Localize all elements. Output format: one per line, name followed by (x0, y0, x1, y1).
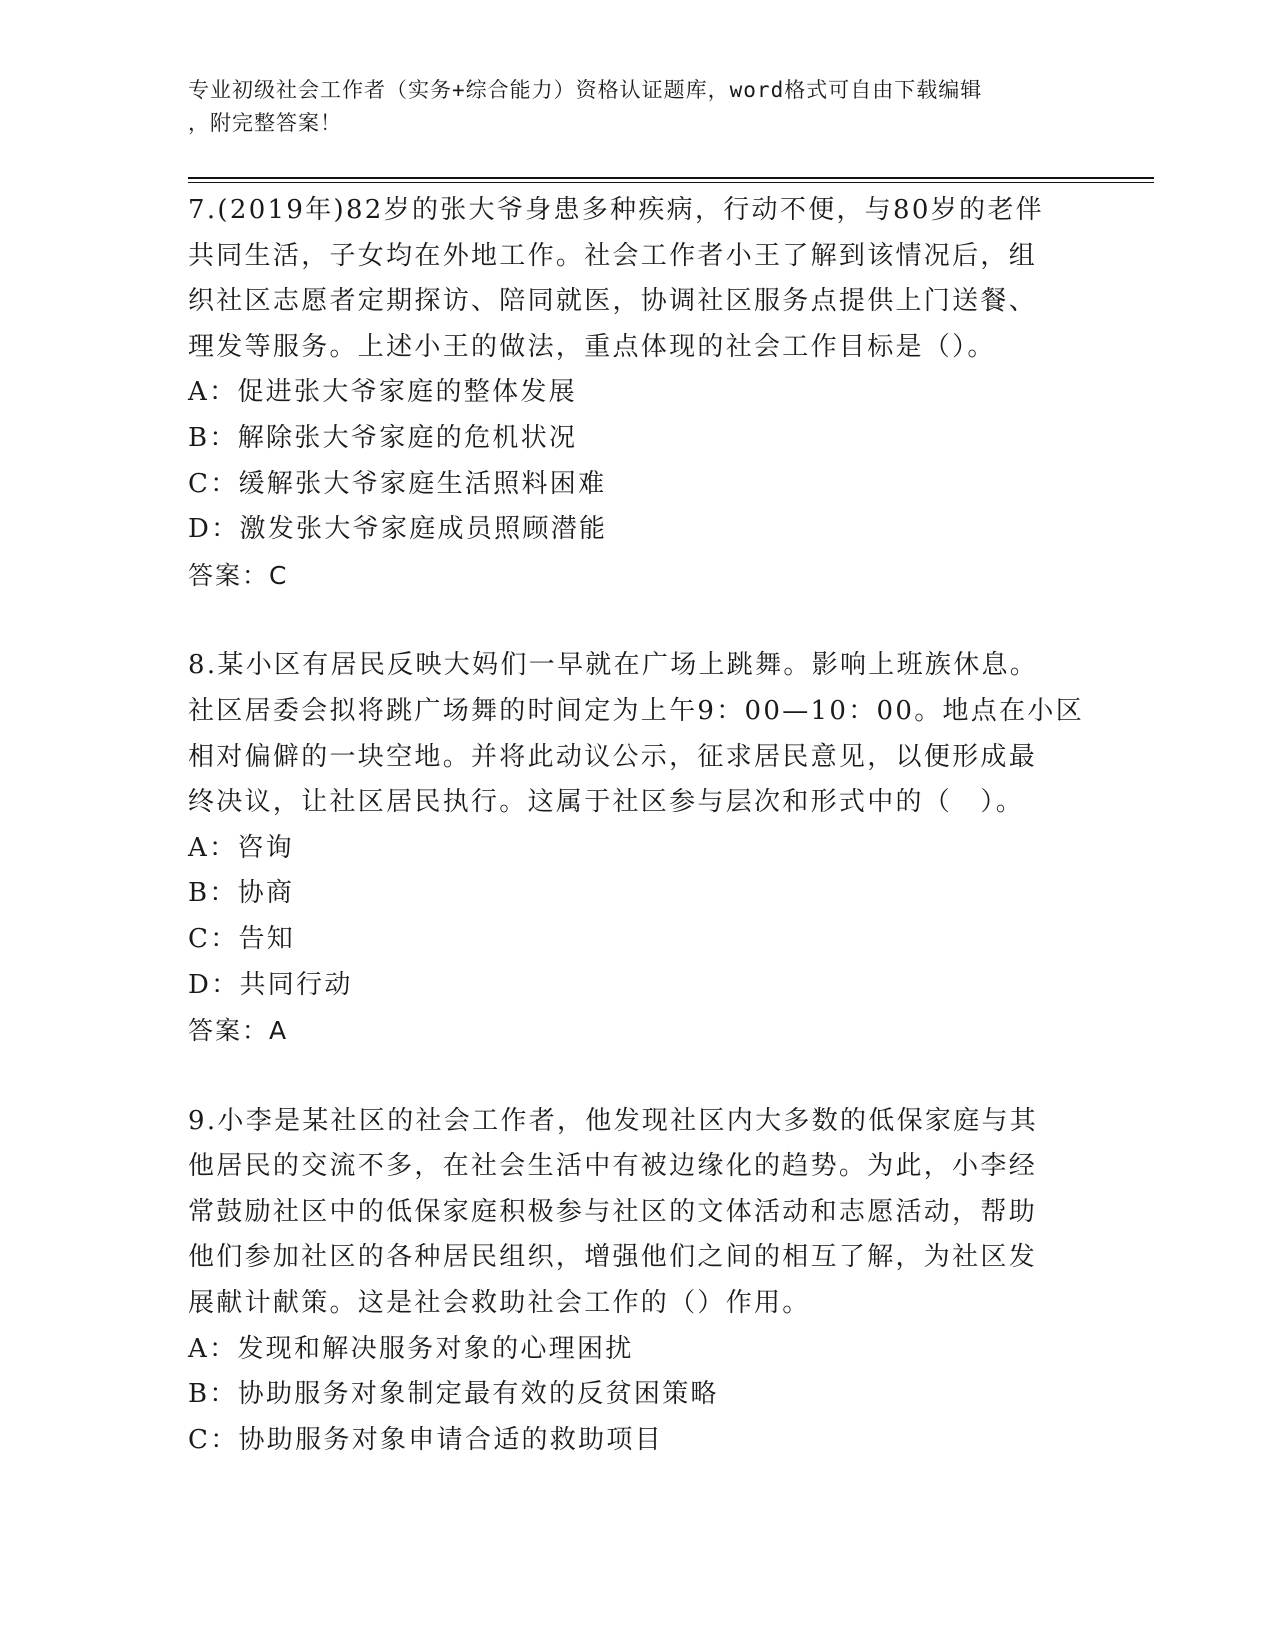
option-b: B：协助服务对象制定最有效的反贫困策略 (188, 1379, 719, 1410)
question-stem-line: 7.(2019年)82岁的张大爷身患多种疾病，行动不便，与80岁的老伴 (188, 195, 1044, 225)
question-stem-line: 展献计献策。这是社会救助社会工作的（）作用。 (188, 1288, 811, 1319)
option-c: C：协助服务对象申请合适的救助项目 (188, 1424, 663, 1455)
option-a: A：促进张大爷家庭的整体发展 (188, 377, 577, 408)
question-stem-line: 理发等服务。上述小王的做法，重点体现的社会工作目标是（）。 (188, 331, 996, 362)
header-line-1: 专业初级社会工作者（实务+综合能力）资格认证题库，word格式可自由下载编辑 (188, 78, 983, 102)
question-8 (188, 643, 1088, 1053)
question-stem-line: 共同生活，子女均在外地工作。社会工作者小王了解到该情况后，组 (188, 240, 1038, 271)
option-d: D：激发张大爷家庭成员照顾潜能 (188, 514, 608, 545)
option-b: B：协商 (188, 878, 295, 909)
question-list (188, 188, 1088, 1508)
header-line-2: ，附完整答案！ (188, 111, 342, 135)
option-c: C：告知 (188, 923, 296, 954)
question-stem-line: 织社区志愿者定期探访、陪同就医，协调社区服务点提供上门送餐、 (188, 286, 1038, 317)
option-d: D：共同行动 (188, 969, 353, 1000)
page-header (188, 74, 1088, 140)
option-a: A：咨询 (188, 832, 294, 863)
question-9 (188, 1099, 1088, 1464)
question-stem-line: 相对偏僻的一块空地。并将此动议公示，征求居民意见，以便形成最 (188, 741, 1038, 772)
answer-label: 答案：A (188, 1016, 289, 1046)
question-stem-line: 常鼓励社区中的低保家庭积极参与社区的文体活动和志愿活动，帮助 (188, 1196, 1038, 1227)
question-stem-line: 社区居委会拟将跳广场舞的时间定为上午9：00—10：00。地点在小区 (188, 695, 1084, 726)
question-stem-line: 8.某小区有居民反映大妈们一早就在广场上跳舞。影响上班族休息。 (188, 650, 1039, 681)
header-divider-thin (188, 182, 1154, 183)
answer-label: 答案：C (188, 560, 289, 590)
header-divider-thick (188, 177, 1154, 179)
question-stem-line: 9.小李是某社区的社会工作者，他发现社区内大多数的低保家庭与其 (188, 1105, 1039, 1136)
option-a: A：发现和解决服务对象的心理困扰 (188, 1333, 634, 1364)
option-b: B：解除张大爷家庭的危机状况 (188, 422, 578, 453)
question-7 (188, 188, 1088, 598)
question-stem-line: 他们参加社区的各种居民组织，增强他们之间的相互了解，为社区发 (188, 1242, 1038, 1273)
option-c: C：缓解张大爷家庭生活照料困难 (188, 468, 607, 499)
question-stem-line: 他居民的交流不多，在社会生活中有被边缘化的趋势。为此，小李经 (188, 1151, 1038, 1182)
question-stem-line: 终决议，让社区居民执行。这属于社区参与层次和形式中的（ ）。 (188, 787, 1025, 818)
